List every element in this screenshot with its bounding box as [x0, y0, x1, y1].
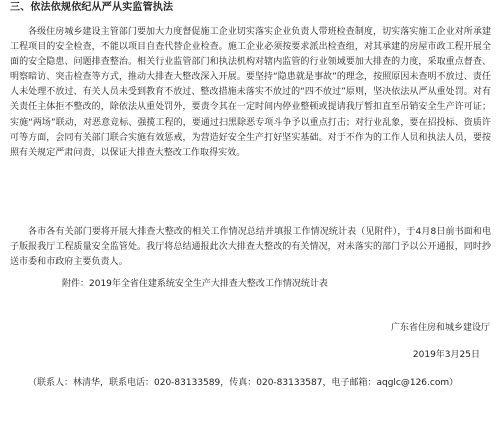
- contact-info: （联系人：林清华，联系电话：020-83133589，传真：020-83133587，电子邮箱：aqglc@126.com）: [28, 378, 459, 388]
- issuing-organization: 广东省住房和城乡建设厅: [390, 323, 490, 333]
- issue-date: 2019年3月25日: [412, 350, 480, 360]
- section-heading: 三、依法依规依纪从严从实监管执法: [10, 2, 174, 13]
- attachment-line: 附件：2019年全省住建系统安全生产大排查大整改工作情况统计表: [62, 279, 328, 289]
- body-paragraph-2: 各市各有关部门要将开展大排查大整改的相关工作情况总结并填报工作情况统计表（见附件），于4月8日前书面和电子版报我厅工程质量安全监管处。我厅将总结通报此次大排查大整改的有关情况，对未落实的部门予以公开通报，同时抄送市委和市政府主要负责人。: [10, 227, 491, 268]
- body-paragraph-1: 各级住房城乡建设主管部门要加大力度督促施工企业切实落实企业负责人带班检查制度，切实落实施工企业对所承建工程项目的安全检查，不能以项目自查代替企业检查。施工企业必须按要求派出检查组，对其承建的房屋市政工程开展全面的安全隐患、问题排查整治。相关行业监管部门和执法机构对辖内监管的行业领域要加大排查的力度，采取重点督查、明察暗访、突击检查等方式，推动大排查大整改深入开展。要坚持“隐患就是事故”的理念，按照原因未查明不放过、责任人未处理不放过、有关人员未受到教育不放过、整改措施未落实不放过的“四不放过”原则，坚决依法从严从重处罚。对有关责任主体拒不整改的，除依法从重处罚外，要责令其在一定时间内停业整顿或提请我厅暂扣直至吊销安全生产许可证；实施“两场”联动，对恶意竞标、强揽工程的，要通过扫黑除恶专项斗争予以重点打击；对行业乱象，要在招投标、资质许可等方面，会同有关部门联合实施有效惩戒，为营造好安全生产打好坚实基础。对于不作为的工作人员和执法人员，要按照有关规定严肃问责，以保证大排查大整改工作取得实效。: [10, 27, 491, 158]
